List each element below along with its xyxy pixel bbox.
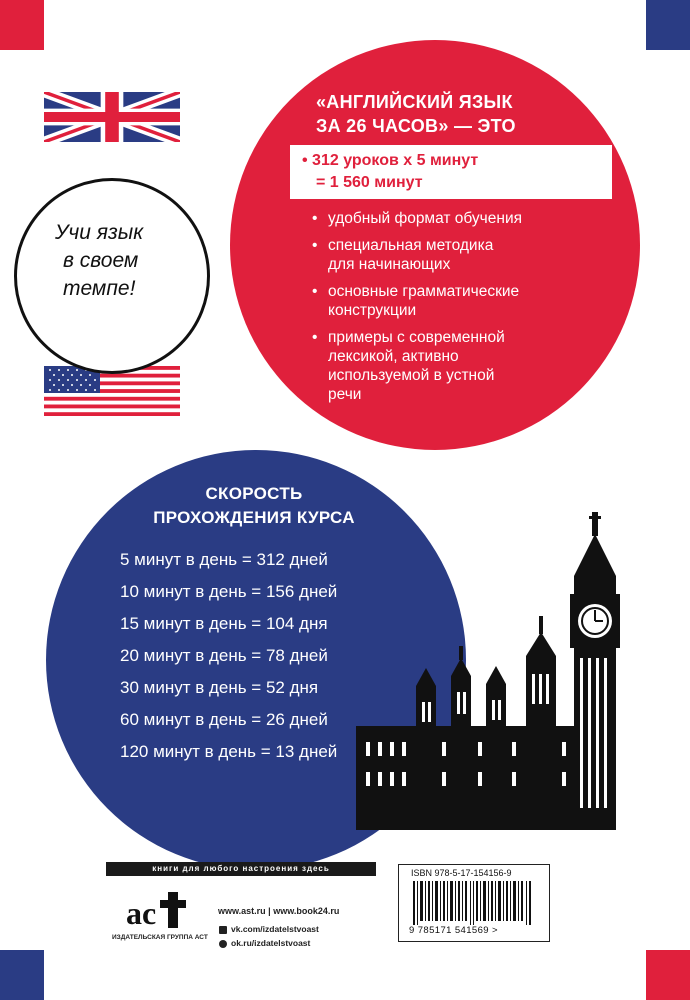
bullet-line: • удобный формат обучения <box>328 210 522 227</box>
promo-highlight-box <box>290 145 612 199</box>
bubble-line2: в своем <box>63 249 139 272</box>
speed-title-line1: СКОРОСТЬ <box>205 484 303 503</box>
speed-title-line2: ПРОХОЖДЕНИЯ КУРСА <box>153 508 355 527</box>
publisher-logo <box>112 886 208 946</box>
bullet-line: используемой в устной <box>328 367 495 384</box>
speed-row: 120 минут в день = 13 дней <box>120 742 338 761</box>
promo-title <box>316 90 616 138</box>
barcode-box <box>398 864 550 942</box>
speed-row: 10 минут в день = 156 дней <box>120 582 338 601</box>
highlight-line1: • 312 уроков х 5 минут <box>302 152 479 169</box>
bubble-line1: Учи язык <box>55 221 144 244</box>
publisher-name: ИЗДАТЕЛЬСКАЯ ГРУППА АСТ <box>112 934 208 941</box>
bullet-item <box>312 236 632 274</box>
bullet-line: речи <box>328 386 362 403</box>
speed-row: 20 минут в день = 78 дней <box>120 646 328 665</box>
learn-at-your-pace-circle <box>14 178 210 374</box>
speed-row: 30 минут в день = 52 дня <box>120 678 319 697</box>
bullet-line: • специальная методика <box>328 237 494 254</box>
uk-flag-icon <box>44 92 180 142</box>
ok-link[interactable]: ok.ru/izdatelstvoast <box>231 938 311 948</box>
bullet-line: • примеры с современной <box>328 329 505 346</box>
promo-title-line2: ЗА 26 ЧАСОВ» — ЭТО <box>316 116 516 136</box>
bullet-item <box>312 209 632 228</box>
corner-blue-bottom-left <box>0 950 44 1000</box>
promo-title-line1: «АНГЛИЙСКИЙ ЯЗЫК <box>316 92 513 112</box>
bullet-item <box>312 282 632 320</box>
speed-row: 5 минут в день = 312 дней <box>120 550 328 569</box>
ok-icon <box>219 940 227 948</box>
speed-row: 15 минут в день = 104 дня <box>120 614 328 633</box>
vk-link[interactable]: vk.com/izdatelstvoast <box>231 924 319 934</box>
promo-circle <box>230 40 640 450</box>
svg-text:ас: ас <box>126 895 157 931</box>
promo-bullet-list <box>312 209 632 412</box>
bullet-line: лексикой, активно <box>328 348 459 365</box>
barcode-digits: 9 785171 541569 > <box>409 925 498 936</box>
speed-row: 60 минут в день = 26 дней <box>120 710 328 729</box>
corner-red-bottom-right <box>646 950 690 1000</box>
publisher-slogan: книги для любого настроения здесь <box>106 862 376 876</box>
ast-logo-icon <box>112 886 202 934</box>
big-ben-illustration <box>346 506 626 830</box>
bubble-line3: темпе! <box>63 277 136 300</box>
bullet-line: • основные грамматические <box>328 283 520 300</box>
barcode-icon <box>413 881 533 925</box>
bullet-line: конструкции <box>328 302 417 319</box>
vk-icon <box>219 926 227 934</box>
isbn-number: ISBN 978-5-17-154156-9 <box>411 868 512 878</box>
bullet-item <box>312 328 632 404</box>
corner-blue-top-right <box>646 0 690 50</box>
publisher-sites-link[interactable]: www.ast.ru | www.book24.ru <box>218 906 340 916</box>
corner-red-top-left <box>0 0 44 50</box>
bullet-line: для начинающих <box>328 256 451 273</box>
highlight-line2: = 1 560 минут <box>316 174 423 191</box>
